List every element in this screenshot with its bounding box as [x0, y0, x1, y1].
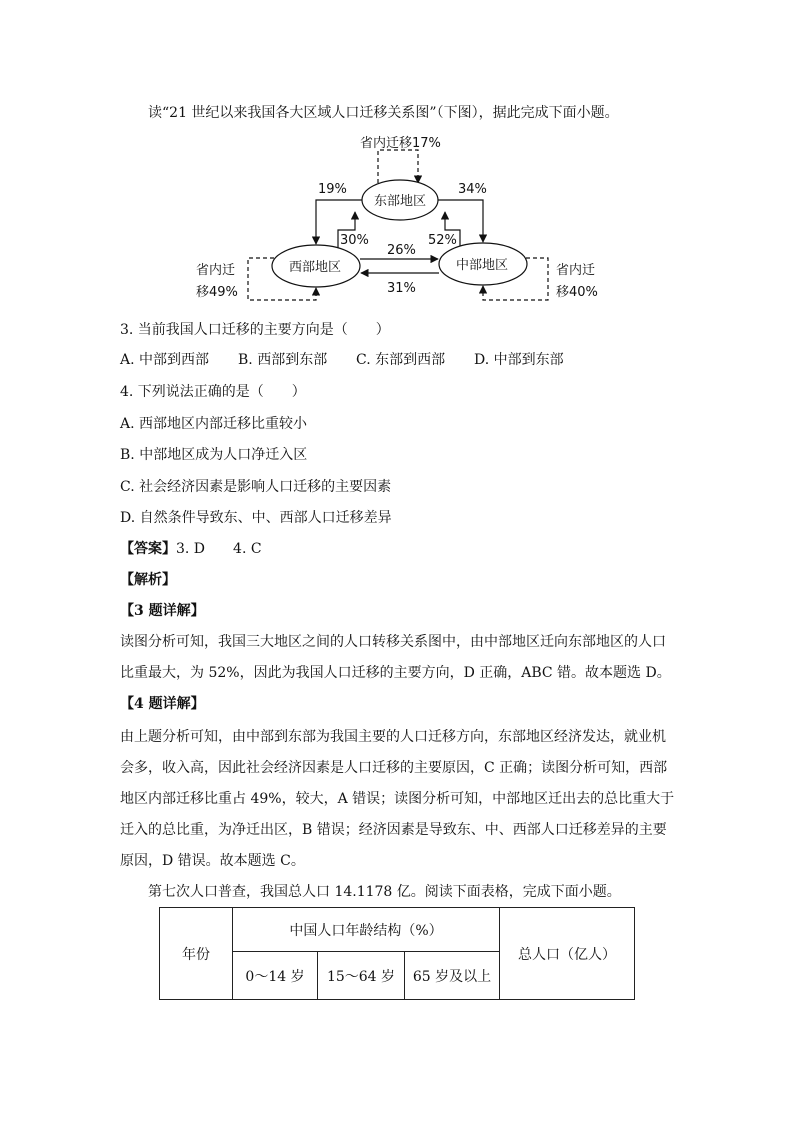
q3-option-c: C. 东部到西部	[356, 352, 446, 368]
q3-option-d: D. 中部到东部	[474, 352, 564, 368]
q3-detail-line: 比重最大，为 52%，因此为我国人口迁移的主要方向，D 正确，ABC 错。故本题选 D。	[120, 665, 671, 681]
population-table	[159, 907, 635, 1000]
q4-detail-line: 由上题分析可知，由中部到东部为我国主要的人口迁移方向，东部地区经济发达，就业机	[120, 729, 666, 745]
west-internal-label-2: 移49%	[196, 285, 238, 300]
central-internal-label-1: 省内迁	[556, 263, 596, 278]
q3-detail-label: 【3 题详解】	[120, 603, 205, 619]
age-group-header: 15～64 岁	[318, 952, 405, 1000]
q4-option-a: A. 西部地区内部迁移比重较小	[120, 416, 308, 432]
label-west-to-central: 26%	[387, 243, 416, 258]
east-internal-label: 省内迁移17%	[360, 136, 441, 151]
west-region-label: 西部地区	[289, 260, 342, 275]
age-group-header: 0～14 岁	[233, 952, 318, 1000]
q4-detail-label: 【4 题详解】	[120, 696, 205, 712]
analysis-label: 【解析】	[120, 572, 176, 588]
age-group-header: 65 岁及以上	[405, 952, 500, 1000]
label-east-to-west: 19%	[318, 182, 347, 197]
central-internal-label-2: 移40%	[556, 285, 598, 300]
east-region-label: 东部地区	[374, 194, 427, 209]
q4-detail-line: 会多，收入高，因此社会经济因素是人口迁移的主要原因，C 正确；读图分析可知，西部	[120, 760, 668, 776]
q3-stem: 3. 当前我国人口迁移的主要方向是（ ）	[120, 322, 390, 338]
answer-label: 【答案】	[120, 541, 176, 557]
answer-row	[120, 539, 262, 559]
q3-option-a: A. 中部到西部	[120, 352, 210, 368]
q3-option-b: B. 西部到东部	[238, 352, 328, 368]
q3-options	[120, 350, 564, 370]
east-internal-loop	[378, 150, 418, 183]
age-structure-header: 中国人口年龄结构（%）	[233, 908, 500, 952]
migration-diagram	[190, 128, 598, 308]
label-central-to-west: 31%	[387, 281, 416, 296]
west-internal-label-1: 省内迁	[196, 263, 236, 278]
label-west-to-east: 30%	[340, 233, 369, 248]
q4-option-c: C. 社会经济因素是影响人口迁移的主要因素	[120, 479, 392, 495]
label-east-to-central: 34%	[458, 182, 487, 197]
total-population-header: 总人口（亿人）	[500, 908, 635, 1000]
q4-option-d: D. 自然条件导致东、中、西部人口迁移差异	[120, 510, 392, 526]
q4-option-b: B. 中部地区成为人口净迁入区	[120, 447, 308, 463]
q4-stem: 4. 下列说法正确的是（ ）	[120, 384, 306, 400]
census-intro: 第七次人口普查，我国总人口 14.1178 亿。阅读下面表格，完成下面小题。	[148, 884, 621, 900]
q4-detail-line: 地区内部迁移比重占 49%，较大，A 错误；读图分析可知，中部地区迁出去的总比重大于	[120, 791, 675, 807]
year-header: 年份	[160, 908, 233, 1000]
q3-detail-line: 读图分析可知，我国三大地区之间的人口转移关系图中，由中部地区迁向东部地区的人口	[120, 634, 666, 650]
label-central-to-east: 52%	[428, 233, 457, 248]
central-region-label: 中部地区	[456, 258, 509, 273]
answer-text: 3. D 4. C	[176, 541, 262, 557]
q4-detail-line: 迁入的总比重，为净迁出区，B 错误；经济因素是导致东、中、西部人口迁移差异的主要	[120, 822, 667, 838]
intro-text: 读“21 世纪以来我国各大区域人口迁移关系图”（下图），据此完成下面小题。	[148, 105, 619, 121]
q4-detail-line: 原因，D 错误。故本题选 C。	[120, 853, 305, 869]
